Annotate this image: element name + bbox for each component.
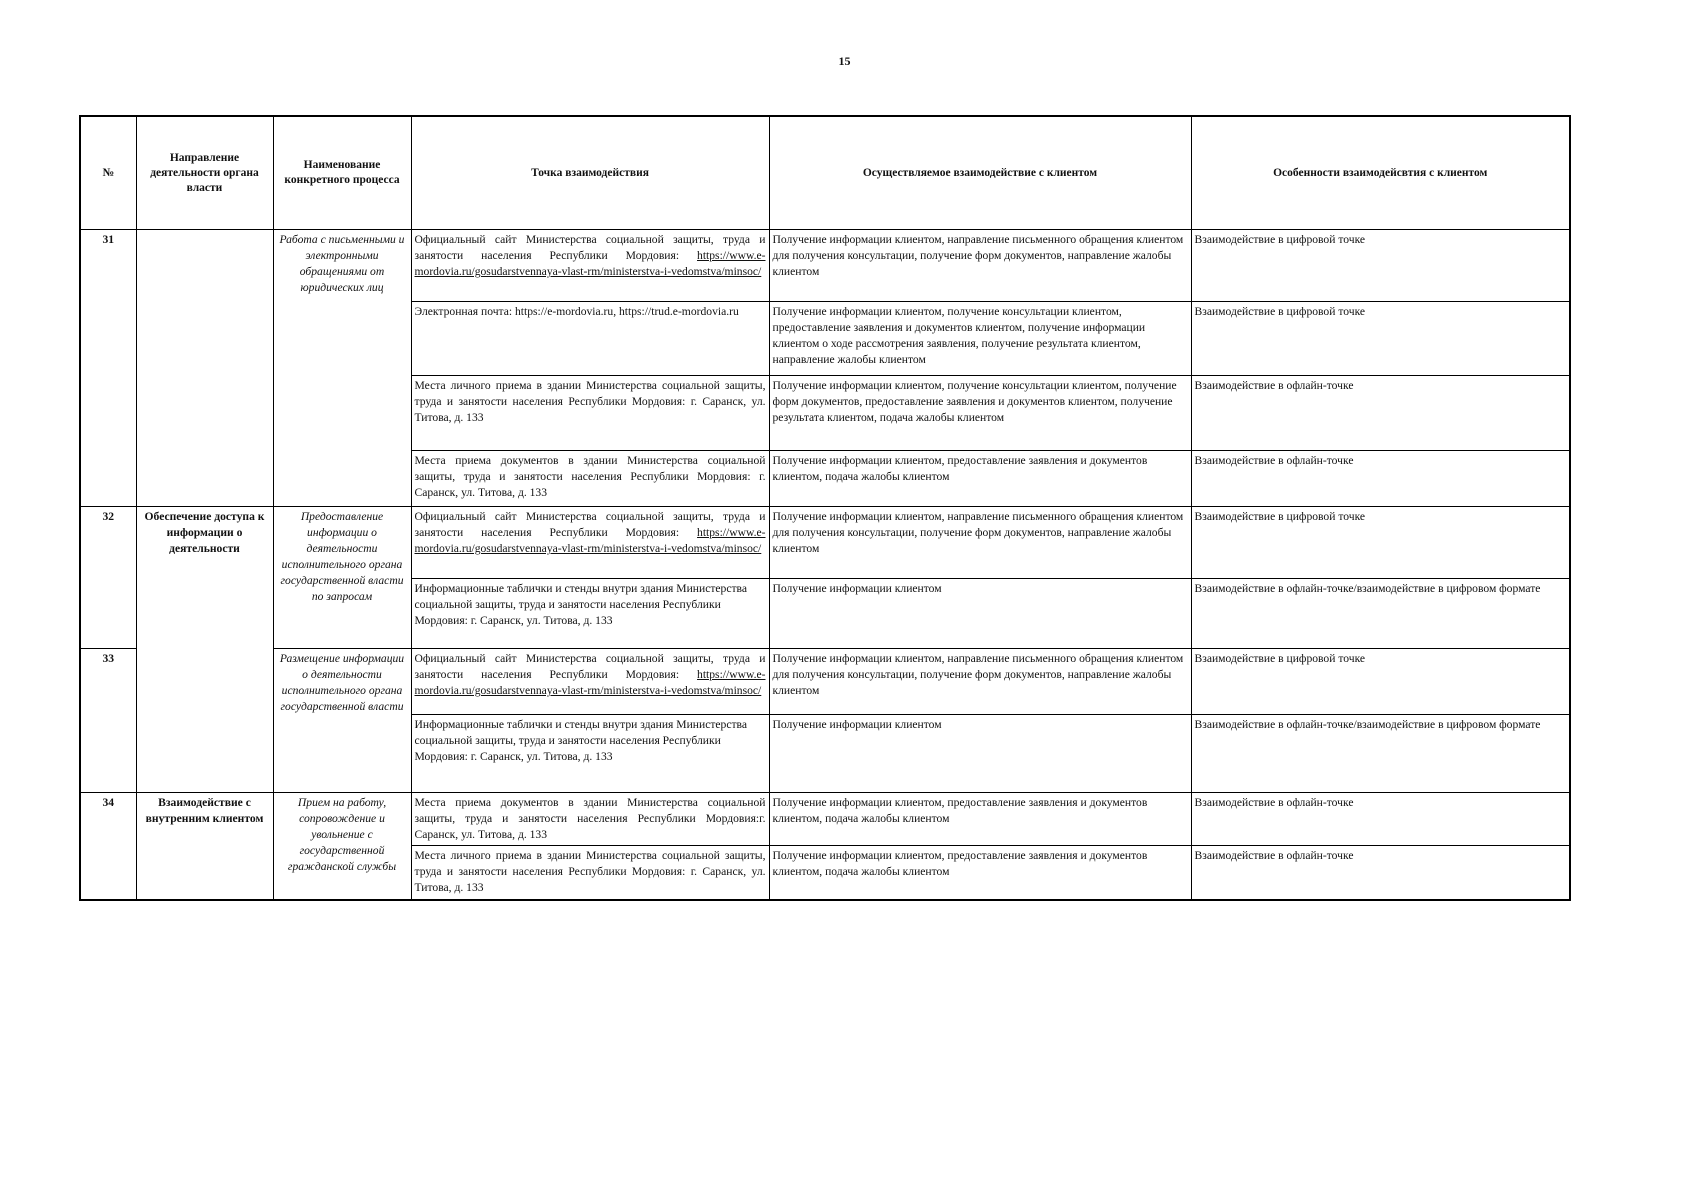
website-link[interactable]: https://www.e-mordovia.ru/gosudarstvennaya-vlast-rm/ministerstva-i-vedomstva/minsoc/ bbox=[414, 526, 766, 555]
interaction-cell: Получение информации клиентом, получение консультации клиентом, получение форм документов, предоставление заявления и документов клиентом, получение результата клиентом, подача жалобы клиентом bbox=[769, 376, 1191, 451]
header-point: Точка взаимодействия bbox=[411, 116, 769, 230]
header-features: Особенности взаимодейсвтия с клиентом bbox=[1191, 116, 1570, 230]
interaction-cell: Получение информации клиентом, предоставление заявления и документов клиентом, подача жалобы клиентом bbox=[769, 846, 1191, 900]
direction-cell bbox=[136, 230, 273, 507]
features-cell: Взаимодействие в цифровой точке bbox=[1191, 507, 1570, 579]
row-number: 32 bbox=[80, 507, 136, 649]
header-interaction: Осуществляемое взаимодействие с клиентом bbox=[769, 116, 1191, 230]
point-cell: Официальный сайт Министерства социальной защиты, труда и занятости населения Республики Мордовия: https://www.e-mordovia.ru/gosudarstvennaya-vlast-rm/ministerstva-i-vedomstva/minsoc/ bbox=[411, 507, 769, 579]
interaction-cell: Получение информации клиентом bbox=[769, 579, 1191, 649]
header-direction: Направление деятельности органа власти bbox=[136, 116, 273, 230]
process-cell: Размещение информации о деятельности исполнительного органа государственной власти bbox=[273, 649, 411, 793]
page-number: 15 bbox=[838, 54, 851, 68]
point-cell: Информационные таблички и стенды внутри здания Министерства социальной защиты, труда и занятости населения Республики Мордовия: г. Саранск, ул. Титова, д. 133 bbox=[411, 715, 769, 793]
table-row bbox=[80, 507, 1570, 579]
point-cell: Электронная почта: https://e-mordovia.ru, https://trud.e-mordovia.ru bbox=[411, 302, 769, 376]
features-cell: Взаимодействие в офлайн-точке/взаимодействие в цифровом формате bbox=[1191, 579, 1570, 649]
features-cell: Взаимодействие в цифровой точке bbox=[1191, 230, 1570, 302]
point-cell: Места приема документов в здании Министерства социальной защиты, труда и занятости населения Республики Мордовия:г. Саранск, ул. Титова, д. 133 bbox=[411, 793, 769, 846]
point-cell: Информационные таблички и стенды внутри здания Министерства социальной защиты, труда и занятости населения Республики Мордовия: г. Саранск, ул. Титова, д. 133 bbox=[411, 579, 769, 649]
features-cell: Взаимодействие в офлайн-точке bbox=[1191, 846, 1570, 900]
process-cell: Предоставление информации о деятельности исполнительного органа государственной власти по запросам bbox=[273, 507, 411, 649]
table-row bbox=[80, 793, 1570, 846]
website-link[interactable]: https://www.e-mordovia.ru/gosudarstvennaya-vlast-rm/ministerstva-i-vedomstva/minsoc/ bbox=[414, 249, 766, 278]
interaction-cell: Получение информации клиентом, получение консультации клиентом, предоставление заявления и документов клиентом, получение информации клиентом о ходе рассмотрения заявления, получение результата клиентом, направление жалобы клиентом bbox=[769, 302, 1191, 376]
header-num: № bbox=[80, 116, 136, 230]
direction-cell: Взаимодействие с внутренним клиентом bbox=[136, 793, 273, 900]
process-cell: Прием на работу, сопровождение и увольнение с государственной гражданской службы bbox=[273, 793, 411, 900]
row-number: 34 bbox=[80, 793, 136, 900]
interaction-cell: Получение информации клиентом, предоставление заявления и документов клиентом, подача жалобы клиентом bbox=[769, 793, 1191, 846]
row-number: 33 bbox=[80, 649, 136, 793]
process-cell: Работа с письменными и электронными обращениями от юридических лиц bbox=[273, 230, 411, 507]
row-number: 31 bbox=[80, 230, 136, 507]
features-cell: Взаимодействие в цифровой точке bbox=[1191, 649, 1570, 715]
point-cell: Места приема документов в здании Министерства социальной защиты, труда и занятости населения Республики Мордовия: г. Саранск, ул. Титова, д. 133 bbox=[411, 451, 769, 507]
table-row bbox=[80, 230, 1570, 302]
point-cell: Официальный сайт Министерства социальной защиты, труда и занятости населения Республики Мордовия: https://www.e-mordovia.ru/gosudarstvennaya-vlast-rm/ministerstva-i-vedomstva/minsoc/ bbox=[411, 649, 769, 715]
features-cell: Взаимодействие в офлайн-точке/взаимодействие в цифровом формате bbox=[1191, 715, 1570, 793]
interaction-cell: Получение информации клиентом, направление письменного обращения клиентом для получения консультации, получение форм документов, направление жалобы клиентом bbox=[769, 507, 1191, 579]
header-process: Наименование конкретного процесса bbox=[273, 116, 411, 230]
interaction-table bbox=[79, 115, 1571, 901]
features-cell: Взаимодействие в офлайн-точке bbox=[1191, 451, 1570, 507]
point-cell: Места личного приема в здании Министерства социальной защиты, труда и занятости населения Республики Мордовия: г. Саранск, ул. Титова, д. 133 bbox=[411, 846, 769, 900]
table-row bbox=[80, 649, 1570, 715]
features-cell: Взаимодействие в офлайн-точке bbox=[1191, 376, 1570, 451]
interaction-cell: Получение информации клиентом, направление письменного обращения клиентом для получения консультации, получение форм документов, направление жалобы клиентом bbox=[769, 649, 1191, 715]
point-cell: Места личного приема в здании Министерства социальной защиты, труда и занятости населения Республики Мордовия: г. Саранск, ул. Титова, д. 133 bbox=[411, 376, 769, 451]
interaction-cell: Получение информации клиентом, предоставление заявления и документов клиентом, подача жалобы клиентом bbox=[769, 451, 1191, 507]
interaction-cell: Получение информации клиентом, направление письменного обращения клиентом для получения консультации, получение форм документов, направление жалобы клиентом bbox=[769, 230, 1191, 302]
table-header-row bbox=[80, 116, 1570, 230]
website-link[interactable]: https://www.e-mordovia.ru/gosudarstvennaya-vlast-rm/ministerstva-i-vedomstva/minsoc/ bbox=[414, 668, 766, 697]
features-cell: Взаимодействие в офлайн-точке bbox=[1191, 793, 1570, 846]
direction-cell: Обеспечение доступа к информации о деятельности bbox=[136, 507, 273, 793]
features-cell: Взаимодействие в цифровой точке bbox=[1191, 302, 1570, 376]
interaction-cell: Получение информации клиентом bbox=[769, 715, 1191, 793]
point-cell: Официальный сайт Министерства социальной защиты, труда и занятости населения Республики Мордовия: https://www.e-mordovia.ru/gosudarstvennaya-vlast-rm/ministerstva-i-vedomstva/minsoc/ bbox=[411, 230, 769, 302]
